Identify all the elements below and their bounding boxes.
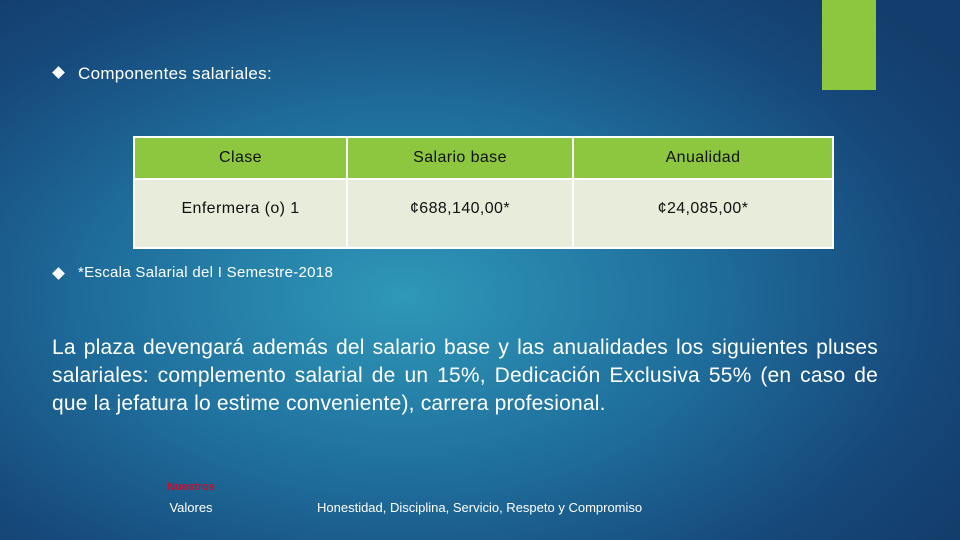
benefits-paragraph: La plaza devengará además del salario base y las anualidades los siguientes pluses salariales: complemento salarial de un 15%, Dedicación Exclusiva 55% (en caso de que la jefatura lo estime conveniente), carrera profesional.: [52, 336, 878, 415]
diamond-bullet-icon: [52, 66, 65, 79]
footnote: *Escala Salarial del I Semestre-2018: [78, 264, 334, 281]
header-clase: Clase: [134, 137, 347, 179]
heading-text: Componentes salariales:: [78, 64, 272, 83]
table-row: [134, 179, 833, 248]
cell-clase: Enfermera (o) 1: [134, 179, 347, 248]
salary-table: [133, 136, 834, 249]
header-salario-base: Salario base: [347, 137, 573, 179]
header-anualidad: Anualidad: [573, 137, 833, 179]
accent-bar: [822, 0, 876, 90]
values-title: Nuestros: [167, 481, 215, 493]
table-header-row: [134, 137, 833, 179]
values-label: Valores: [169, 500, 213, 515]
cell-salario-base: ¢688,140,00*: [347, 179, 573, 248]
cell-anualidad: ¢24,085,00*: [573, 179, 833, 248]
values-list: Honestidad, Disciplina, Servicio, Respeto y Compromiso: [317, 500, 643, 515]
diamond-bullet-icon: [52, 267, 65, 280]
